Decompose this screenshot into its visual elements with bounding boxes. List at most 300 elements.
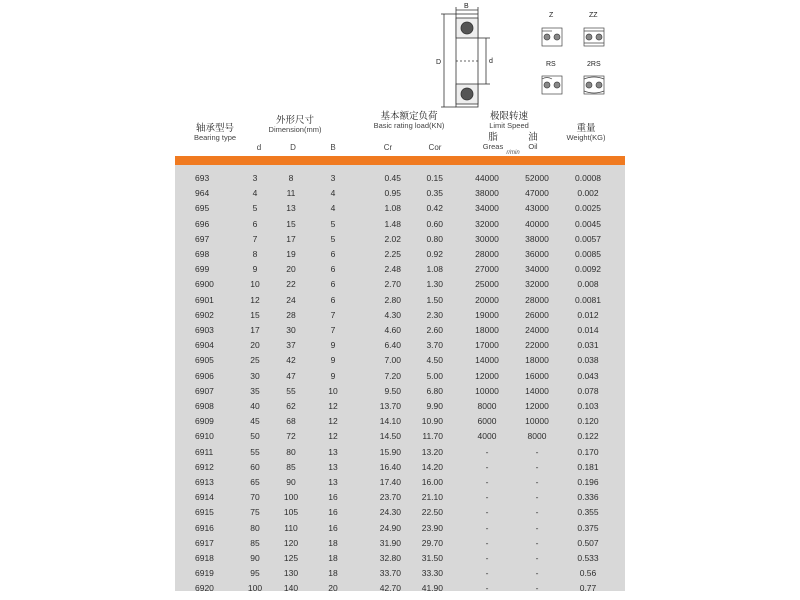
oil-speed-cell: 18000 <box>525 355 549 366</box>
cr-cell: 42.70 <box>379 583 401 594</box>
weight-cell: 0.0057 <box>575 233 601 244</box>
bearing-type-cell: 6918 <box>195 553 214 563</box>
bearing-type-cell: 6909 <box>195 416 214 427</box>
oil-speed-cell: 16000 <box>525 370 549 381</box>
table-row <box>175 445 625 460</box>
outer-D-cell: 105 <box>283 507 299 518</box>
table-row <box>175 323 625 338</box>
grease-speed-cell: - <box>485 522 489 533</box>
weight-cell: 0.533 <box>577 553 599 563</box>
grease-speed-cell: - <box>485 507 489 518</box>
width-B-cell: 9 <box>330 340 336 351</box>
oil-speed-cell: 14000 <box>525 385 549 396</box>
cr-cell: 2.25 <box>384 249 401 259</box>
oil-en-text: Oil <box>528 142 538 151</box>
cr-cell: 2.02 <box>384 233 401 244</box>
bearing-table-body <box>175 165 625 594</box>
subheader-d: d <box>256 143 262 152</box>
bearing-type-cell: 6901 <box>195 294 214 305</box>
width-B-cell: 12 <box>328 416 338 427</box>
width-B-cell: 16 <box>328 507 338 518</box>
bore-d-cell: 5 <box>252 203 258 214</box>
bearing-type-cell: 695 <box>195 203 210 214</box>
bore-d-cell: 20 <box>250 340 260 351</box>
outer-D-cell: 20 <box>286 264 296 275</box>
grease-speed-cell: 28000 <box>475 249 499 259</box>
width-B-cell: 16 <box>328 492 338 503</box>
cor-cell: 2.30 <box>426 309 443 320</box>
weight-cell: 0.008 <box>577 279 599 290</box>
bearing-type-cell: 6908 <box>195 401 214 411</box>
bore-d-cell: 80 <box>250 522 260 533</box>
width-B-cell: 6 <box>330 264 336 275</box>
width-B-cell: 12 <box>328 431 338 442</box>
cr-cell: 2.48 <box>384 264 401 275</box>
weight-cell: 0.012 <box>577 309 599 320</box>
bore-d-cell: 100 <box>247 583 263 594</box>
outer-D-cell: 42 <box>286 355 296 366</box>
cor-cell: 9.90 <box>426 401 443 411</box>
outer-D-cell: 80 <box>286 446 296 457</box>
oil-speed-cell: 24000 <box>525 325 549 335</box>
cr-cell: 2.70 <box>384 279 401 290</box>
table-row <box>175 475 625 490</box>
outer-D-cell: 68 <box>286 416 296 427</box>
cr-cell: 9.50 <box>384 385 401 396</box>
header-dimension-zh: 外形尺寸 <box>275 115 314 126</box>
cr-cell: 15.90 <box>379 446 401 457</box>
width-B-cell: 7 <box>330 325 336 335</box>
table-row <box>175 247 625 262</box>
cor-cell: 0.92 <box>426 249 443 259</box>
table-row <box>175 262 625 277</box>
grease-speed-cell: 6000 <box>477 416 497 427</box>
seal-label-2rs: 2RS <box>587 61 601 68</box>
bore-d-cell: 70 <box>250 492 260 503</box>
cr-cell: 32.80 <box>379 553 401 563</box>
cr-cell: 6.40 <box>384 340 401 351</box>
bearing-type-cell: 6917 <box>195 537 214 548</box>
oil-speed-cell: 22000 <box>525 340 549 351</box>
oil-speed-cell: 43000 <box>525 203 549 214</box>
bore-d-cell: 10 <box>250 279 260 290</box>
header-speed-zh: 极限转速 <box>489 111 528 122</box>
cor-cell: 0.35 <box>426 188 443 199</box>
cr-cell: 33.70 <box>379 568 401 579</box>
oil-speed-cell: 8000 <box>527 431 547 442</box>
grease-speed-cell: 19000 <box>475 309 499 320</box>
grease-zh-text: 脂 <box>488 132 498 143</box>
weight-cell: 0.0008 <box>575 173 601 183</box>
bearing-type-cell: 6907 <box>195 385 214 396</box>
grease-speed-cell: - <box>485 492 489 503</box>
grease-speed-cell: - <box>485 477 489 487</box>
bearing-type-cell: 6910 <box>195 431 214 442</box>
outer-D-cell: 110 <box>284 522 298 533</box>
outer-D-cell: 15 <box>286 218 296 229</box>
outer-D-cell: 55 <box>286 385 296 396</box>
width-B-cell: 6 <box>330 279 336 290</box>
bore-d-cell: 12 <box>250 294 260 305</box>
cor-cell: 5.00 <box>426 370 443 381</box>
weight-cell: 0.375 <box>577 522 599 533</box>
oil-speed-cell: - <box>535 446 539 457</box>
grease-speed-cell: 44000 <box>475 173 499 183</box>
oil-speed-cell: 52000 <box>525 173 549 183</box>
oil-speed-cell: - <box>535 537 539 548</box>
oil-speed-cell: 32000 <box>525 279 549 290</box>
bore-d-cell: 75 <box>250 507 260 518</box>
bore-d-cell: 6 <box>252 218 258 229</box>
table-row <box>175 490 625 505</box>
table-row <box>175 505 625 520</box>
cr-cell: 4.60 <box>384 325 401 335</box>
header-basic-rating-load <box>361 112 457 129</box>
bore-d-cell: 95 <box>250 568 260 579</box>
weight-cell: 0.196 <box>577 477 599 487</box>
seal-label-zz: ZZ <box>589 12 598 19</box>
bearing-type-cell: 6914 <box>195 492 214 503</box>
subheader-cr: Cr <box>383 143 393 152</box>
table-row <box>175 384 625 399</box>
cr-cell: 23.70 <box>379 492 401 503</box>
width-B-cell: 20 <box>328 583 338 594</box>
outer-D-cell: 85 <box>286 461 296 472</box>
width-B-cell: 18 <box>328 568 338 579</box>
bearing-type-cell: 696 <box>195 218 210 229</box>
cor-cell: 33.30 <box>421 568 443 579</box>
oil-speed-cell: 12000 <box>525 401 549 411</box>
cr-cell: 1.08 <box>384 203 401 214</box>
cor-cell: 31.50 <box>421 553 443 563</box>
weight-cell: 0.0085 <box>575 249 601 259</box>
weight-cell: 0.002 <box>577 188 599 199</box>
width-B-cell: 12 <box>328 401 338 411</box>
weight-cell: 0.0025 <box>575 203 601 214</box>
width-B-cell: 4 <box>330 203 336 214</box>
seal-icon-2rs <box>584 76 604 94</box>
table-header <box>175 110 625 158</box>
table-row <box>175 217 625 232</box>
width-B-cell: 16 <box>328 522 338 533</box>
dim-label-B: B <box>464 3 469 10</box>
grease-speed-cell: - <box>485 568 489 579</box>
grease-speed-cell: 27000 <box>475 264 499 275</box>
outer-D-cell: 140 <box>283 583 299 594</box>
cor-cell: 6.80 <box>426 385 443 396</box>
table-row <box>175 338 625 353</box>
grease-speed-cell: - <box>485 446 489 457</box>
bore-d-cell: 30 <box>250 370 260 381</box>
table-row <box>175 536 625 551</box>
grease-speed-cell: - <box>485 583 489 594</box>
grease-speed-cell: 20000 <box>475 294 499 305</box>
weight-cell: 0.103 <box>577 401 599 411</box>
bearing-type-cell: 697 <box>195 233 210 244</box>
bearing-type-cell: 6919 <box>195 568 214 579</box>
table-row <box>175 308 625 323</box>
bore-d-cell: 17 <box>250 325 260 335</box>
weight-cell: 0.170 <box>577 446 599 457</box>
cr-cell: 7.20 <box>384 370 401 381</box>
bore-d-cell: 65 <box>250 477 260 487</box>
oil-speed-cell: 34000 <box>525 264 549 275</box>
cor-cell: 41.90 <box>421 583 443 594</box>
grease-speed-cell: 8000 <box>477 401 497 411</box>
subheader-D: D <box>290 143 296 152</box>
outer-D-cell: 62 <box>286 401 296 411</box>
outer-D-cell: 37 <box>286 340 296 351</box>
seal-label-rs: RS <box>546 61 556 68</box>
oil-zh-text: 油 <box>528 132 538 143</box>
header-load-en: Basic rating load(KN) <box>373 120 445 130</box>
outer-D-cell: 120 <box>283 537 299 548</box>
header-load-zh: 基本额定负荷 <box>380 111 438 122</box>
cr-cell: 13.70 <box>379 401 401 411</box>
bearing-type-cell: 6912 <box>195 461 214 472</box>
weight-cell: 0.120 <box>577 416 599 427</box>
cr-cell: 17.40 <box>379 477 401 487</box>
cr-cell: 31.90 <box>379 537 401 548</box>
width-B-cell: 13 <box>328 461 338 472</box>
weight-cell: 0.043 <box>577 370 599 381</box>
grease-speed-cell: 10000 <box>475 385 499 396</box>
grease-speed-cell: 4000 <box>477 431 497 442</box>
oil-speed-cell: 38000 <box>525 233 549 244</box>
cor-cell: 10.90 <box>421 416 443 427</box>
bore-d-cell: 25 <box>250 355 260 366</box>
cor-cell: 0.42 <box>426 203 443 214</box>
table-row <box>175 429 625 444</box>
oil-speed-cell: - <box>535 553 539 563</box>
weight-cell: 0.078 <box>577 385 599 396</box>
outer-D-cell: 72 <box>286 431 296 442</box>
outer-D-cell: 125 <box>283 553 299 563</box>
oil-speed-cell: - <box>535 522 539 533</box>
grease-speed-cell: 32000 <box>475 218 499 229</box>
grease-speed-cell: 12000 <box>475 370 499 381</box>
cor-cell: 23.90 <box>421 522 443 533</box>
table-row <box>175 277 625 292</box>
oil-speed-cell: - <box>535 583 539 594</box>
width-B-cell: 18 <box>328 553 338 563</box>
grease-speed-cell: 25000 <box>475 279 499 290</box>
grease-speed-cell: 18000 <box>475 325 499 335</box>
weight-cell: 0.0045 <box>575 218 601 229</box>
bearing-type-cell: 693 <box>195 173 210 183</box>
width-B-cell: 5 <box>330 233 336 244</box>
width-B-cell: 9 <box>330 355 336 366</box>
grease-speed-cell: 14000 <box>475 355 499 366</box>
outer-D-cell: 28 <box>286 309 296 320</box>
cor-cell: 3.70 <box>426 340 443 351</box>
header-speed-en: Limit Speed <box>489 120 529 130</box>
table-row <box>175 353 625 368</box>
bearing-diagrams <box>0 0 800 108</box>
oil-speed-cell: 28000 <box>525 294 549 305</box>
weight-cell: 0.031 <box>577 340 599 351</box>
width-B-cell: 13 <box>328 477 338 487</box>
width-B-cell: 4 <box>330 188 336 199</box>
bearing-type-cell: 6903 <box>195 325 214 335</box>
bore-d-cell: 55 <box>250 446 260 457</box>
outer-D-cell: 13 <box>286 203 296 214</box>
header-accent-bar <box>175 156 625 165</box>
seal-icon-z <box>542 28 562 46</box>
weight-cell: 0.038 <box>577 355 599 366</box>
grease-speed-cell: 34000 <box>475 203 499 214</box>
oil-speed-cell: - <box>535 507 539 518</box>
header-dimension-en: Dimension(mm) <box>268 124 322 134</box>
dim-label-d: d <box>489 58 493 65</box>
bore-d-cell: 50 <box>250 431 260 442</box>
grease-speed-cell: 38000 <box>475 188 499 199</box>
weight-cell: 0.122 <box>577 431 599 442</box>
bore-d-cell: 40 <box>250 401 260 411</box>
bearing-type-cell: 699 <box>195 264 210 275</box>
cr-cell: 7.00 <box>384 355 401 366</box>
cor-cell: 1.08 <box>426 264 443 275</box>
cor-cell: 22.50 <box>421 507 443 518</box>
width-B-cell: 10 <box>328 385 338 396</box>
width-B-cell: 7 <box>330 309 336 320</box>
grease-speed-cell: - <box>485 537 489 548</box>
oil-speed-cell: - <box>535 477 539 487</box>
table-row <box>175 399 625 414</box>
oil-speed-cell: - <box>535 568 539 579</box>
bearing-cross-section-diagram <box>441 7 490 107</box>
weight-cell: 0.56 <box>579 568 597 579</box>
header-bearing-type <box>191 124 239 141</box>
oil-speed-cell: 36000 <box>525 249 549 259</box>
width-B-cell: 6 <box>330 294 336 305</box>
cr-cell: 16.40 <box>379 461 401 472</box>
speed-unit-text: r/min <box>506 150 520 156</box>
header-weight-en: Weight(KG) <box>566 132 606 142</box>
cor-cell: 2.60 <box>426 325 443 335</box>
grease-speed-cell: - <box>485 553 489 563</box>
width-B-cell: 5 <box>330 218 336 229</box>
table-row <box>175 551 625 566</box>
width-B-cell: 13 <box>328 446 338 457</box>
bearing-type-cell: 6906 <box>195 370 214 381</box>
cor-cell: 21.10 <box>421 492 443 503</box>
width-B-cell: 18 <box>328 537 338 548</box>
bearing-type-cell: 6916 <box>195 522 214 533</box>
outer-D-cell: 90 <box>286 477 296 487</box>
grease-speed-cell: - <box>485 461 489 472</box>
table-row <box>175 414 625 429</box>
cor-cell: 1.50 <box>426 294 443 305</box>
cor-cell: 1.30 <box>426 279 443 290</box>
header-weight-zh: 重量 <box>576 123 596 134</box>
outer-D-cell: 22 <box>286 279 296 290</box>
cor-cell: 14.20 <box>421 461 443 472</box>
bearing-type-cell: 6915 <box>195 507 214 518</box>
cr-cell: 1.48 <box>384 218 401 229</box>
seal-label-z: Z <box>549 12 554 19</box>
table-row <box>175 201 625 216</box>
oil-speed-cell: 40000 <box>525 218 549 229</box>
table-row <box>175 566 625 581</box>
cr-cell: 14.10 <box>379 416 401 427</box>
bearing-type-cell: 6905 <box>195 355 214 366</box>
header-bearing-type-en: Bearing type <box>193 132 237 142</box>
table-row <box>175 171 625 186</box>
weight-cell: 0.77 <box>579 583 597 594</box>
oil-speed-cell: - <box>535 461 539 472</box>
cr-cell: 24.90 <box>379 522 401 533</box>
cor-cell: 13.20 <box>421 446 443 457</box>
cor-cell: 4.50 <box>426 355 443 366</box>
outer-D-cell: 130 <box>283 568 299 579</box>
bore-d-cell: 7 <box>252 233 258 244</box>
bore-d-cell: 8 <box>252 249 258 259</box>
table-row <box>175 521 625 536</box>
bearing-type-cell: 6913 <box>195 477 214 487</box>
header-limit-speed <box>471 112 547 129</box>
outer-D-cell: 30 <box>286 325 296 335</box>
bearing-type-cell: 698 <box>195 249 210 259</box>
header-bearing-type-zh: 轴承型号 <box>195 123 234 134</box>
oil-speed-cell: 10000 <box>525 416 549 427</box>
bore-d-cell: 35 <box>250 385 260 396</box>
weight-cell: 0.507 <box>577 537 599 548</box>
bearing-type-cell: 6904 <box>195 340 214 351</box>
grease-speed-cell: 17000 <box>475 340 499 351</box>
cor-cell: 0.60 <box>426 218 443 229</box>
weight-cell: 0.336 <box>577 492 599 503</box>
outer-D-cell: 19 <box>286 249 296 259</box>
weight-cell: 0.0081 <box>575 294 601 305</box>
outer-D-cell: 11 <box>286 188 296 199</box>
subheader-B: B <box>330 143 336 152</box>
bore-d-cell: 9 <box>252 264 258 275</box>
oil-speed-cell: 47000 <box>525 188 549 199</box>
cr-cell: 2.80 <box>384 294 401 305</box>
table-row <box>175 581 625 596</box>
outer-D-cell: 100 <box>283 492 299 503</box>
subheader-cor: Cor <box>428 143 442 152</box>
header-weight <box>555 124 617 141</box>
outer-D-cell: 8 <box>288 173 294 183</box>
cor-cell: 29.70 <box>421 537 443 548</box>
bearing-type-cell: 6902 <box>195 309 214 320</box>
weight-cell: 0.181 <box>577 461 599 472</box>
cr-cell: 0.95 <box>384 188 401 199</box>
header-dimension <box>255 116 335 133</box>
table-row <box>175 369 625 384</box>
weight-cell: 0.0092 <box>575 264 601 275</box>
outer-D-cell: 17 <box>286 233 296 244</box>
bearing-type-cell: 964 <box>195 188 210 199</box>
table-row <box>175 232 625 247</box>
outer-D-cell: 24 <box>286 294 296 305</box>
table-row <box>175 460 625 475</box>
table-row <box>175 293 625 308</box>
grease-speed-cell: 30000 <box>475 233 499 244</box>
bearing-type-cell: 6911 <box>195 446 214 457</box>
seal-icon-zz <box>584 28 604 46</box>
bore-d-cell: 90 <box>250 553 260 563</box>
bore-d-cell: 3 <box>252 173 258 183</box>
bore-d-cell: 15 <box>250 309 260 320</box>
cor-cell: 0.80 <box>426 233 443 244</box>
bore-d-cell: 85 <box>250 537 260 548</box>
cr-cell: 4.30 <box>384 309 401 320</box>
bore-d-cell: 4 <box>252 188 258 199</box>
bearing-type-cell: 6920 <box>195 583 214 594</box>
